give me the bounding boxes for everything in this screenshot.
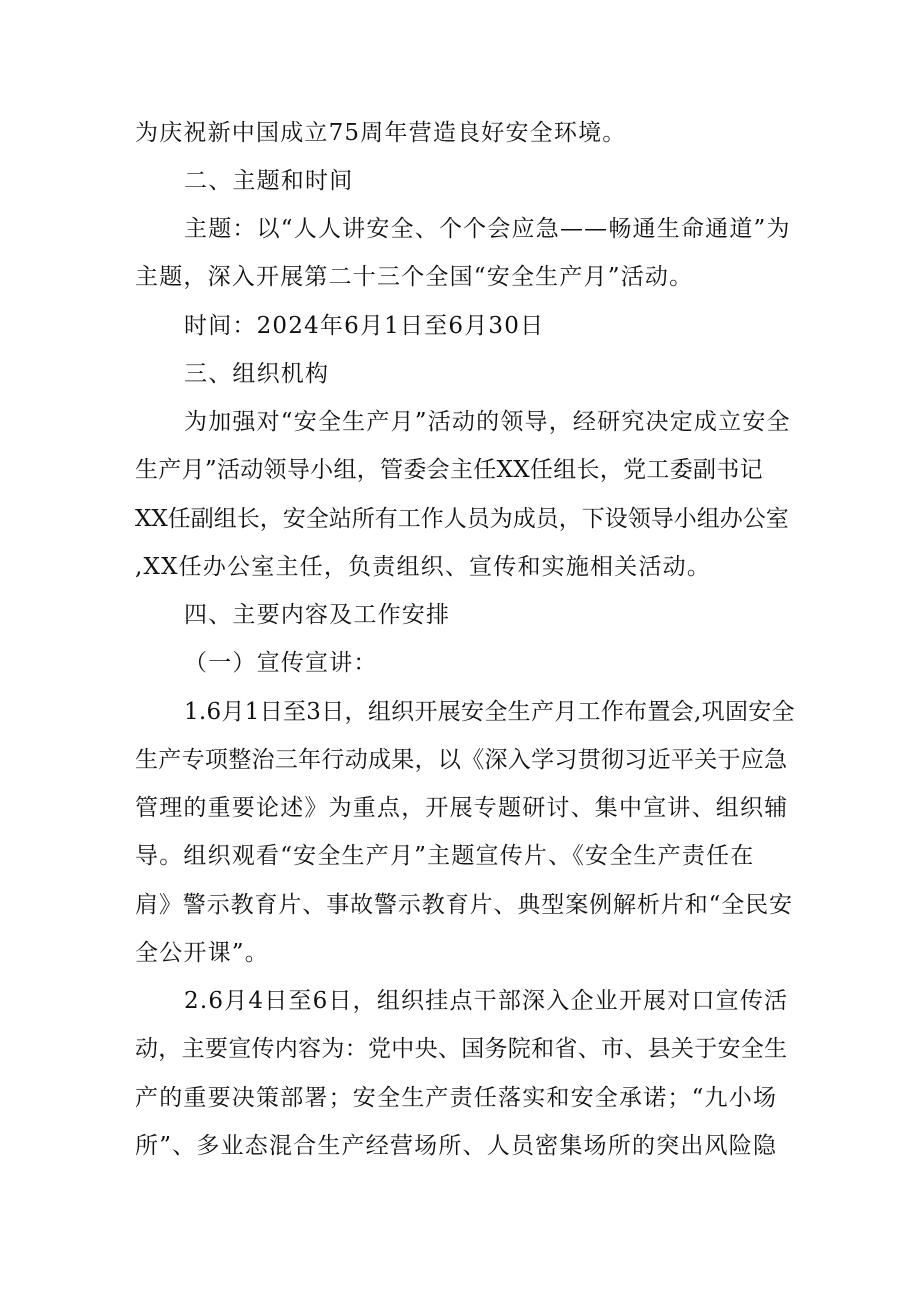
text-line-org-1: 为加强对“安全生产月”活动的领导，经研究决定成立安全 [184,409,791,435]
text-line-item1-2: 生产专项整治三年行动成果，以《深入学习贯彻习近平关于应急 [135,747,788,773]
text-line-theme-cont: 主题，深入开展第二十三个全国“安全生产月”活动。 [135,264,694,290]
text-line-org-2: 生产月”活动领导小组，管委会主任XX任组长，党工委副书记 [135,457,763,483]
text-line-item1-5: 肩》警示教育片、事故警示教育片、典型案例解析片和“全民安 [135,892,793,918]
text-line-time: 时间：2024年6月1日至6月30日 [184,313,545,339]
text-line-org-4: ,XX任办公室主任，负责组织、宣传和实施相关活动。 [135,554,712,580]
text-line-item2-4: 所”、多业态混合生产经营场所、人员密集场所的突出风险隐 [135,1133,778,1159]
text-line-org-3: XX任副组长，安全站所有工作人员为成员，下设领导小组办公室 [135,506,789,532]
text-line-item1-6: 全公开课”。 [135,940,269,966]
text-line-item1-1: 1.6月1日至3日，组织开展安全生产月工作布置会,巩固安全 [184,699,795,725]
text-line-item1-4: 导。组织观看“安全生产月”主题宣传片、《安全生产责任在 [135,843,755,869]
text-line-item2-2: 动，主要宣传内容为：党中央、国务院和省、市、县关于安全生 [135,1036,788,1062]
section-heading-3: 三、组织机构 [184,361,330,387]
text-line-theme: 主题：以“人人讲安全、个个会应急——畅通生命通道”为 [184,216,791,242]
section-heading-2: 二、主题和时间 [184,168,354,194]
section-heading-4: 四、主要内容及工作安排 [184,602,451,628]
text-line-item2-3: 产的重要决策部署；安全生产责任落实和安全承诺；“九小场 [135,1085,778,1111]
text-line-item2-1: 2.6月4日至6日，组织挂点干部深入企业开展对口宣传活 [184,988,789,1014]
subsection-heading-1: （一）宣传宣讲： [184,650,378,676]
text-line-1: 为庆祝新中国成立75周年营造良好安全环境。 [135,120,627,146]
text-line-item1-3: 管理的重要论述》为重点，开展专题研讨、集中宣讲、组织辅 [135,795,789,821]
